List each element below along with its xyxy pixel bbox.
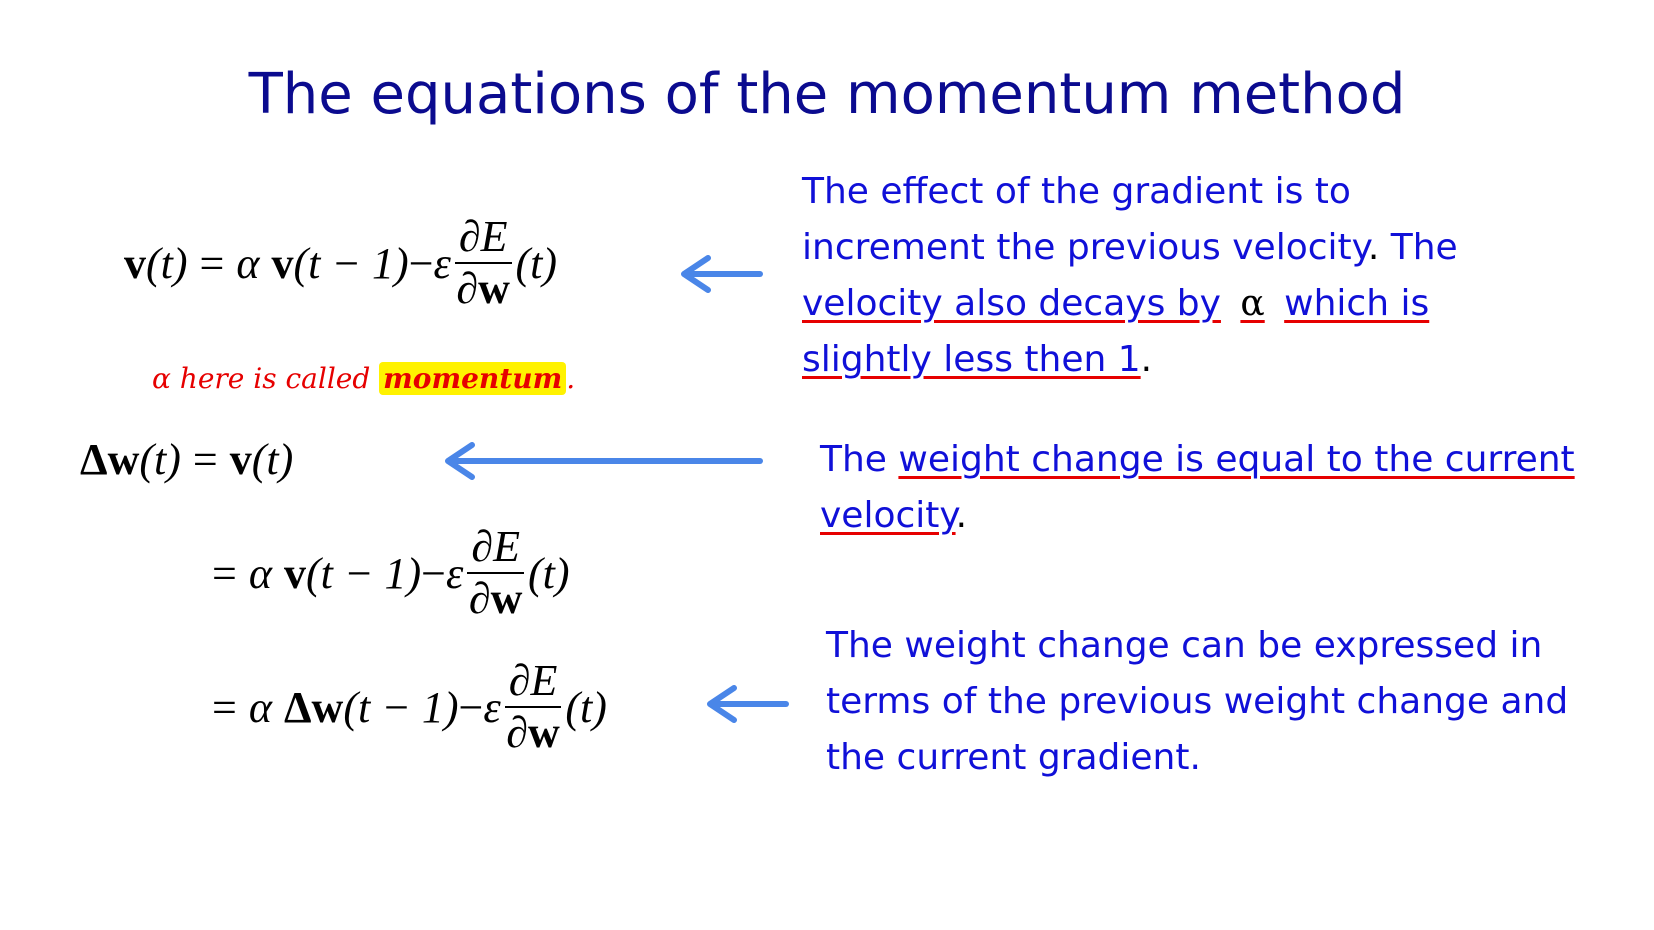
- time-arg: (t): [146, 238, 188, 288]
- delta-symbol: Δ: [283, 682, 312, 732]
- weight-change-text: The weight change is equal to the current velocity.: [820, 439, 1575, 536]
- equals-sign: =: [212, 682, 237, 732]
- gradient-fraction: [505, 656, 562, 758]
- prev-time-arg: (t − 1): [293, 238, 409, 288]
- alpha-symbol: α: [248, 682, 272, 732]
- epsilon-symbol: ε: [433, 238, 451, 288]
- v-symbol: v: [229, 435, 252, 484]
- time-arg: (t): [139, 435, 181, 484]
- w-symbol: w: [311, 682, 344, 732]
- gradient-effect-text: The effect of the gradient is to increment the previous velocity. The velocity also decays by α which is slightly less then 1.: [802, 171, 1458, 380]
- momentum-note: α here is called momentum .: [152, 362, 576, 395]
- equals-sign: =: [192, 435, 218, 484]
- time-arg: (t): [527, 548, 570, 598]
- page-title: The equations of the momentum method: [248, 62, 1406, 127]
- expanded-equation: [212, 522, 570, 624]
- equals-sign: =: [199, 238, 225, 288]
- alpha-symbol: α: [248, 548, 272, 598]
- time-arg: (t): [515, 238, 558, 288]
- fraction-denominator: ∂w: [506, 708, 560, 757]
- recursive-equation: [212, 656, 607, 758]
- time-arg: (t): [565, 682, 607, 732]
- fraction-numerator: ∂E: [505, 656, 562, 708]
- alpha-symbol: α: [236, 238, 260, 288]
- prev-time-arg: (t − 1): [305, 548, 422, 598]
- arrow-left-icon: [440, 441, 766, 481]
- v-symbol: v: [271, 238, 294, 288]
- fraction-denominator: ∂w: [468, 574, 523, 623]
- delta-symbol: Δ: [80, 435, 108, 484]
- time-arg: (t): [251, 435, 294, 484]
- minus-sign: −: [458, 682, 484, 732]
- arrow-left-icon: [676, 254, 766, 294]
- minus-sign: −: [408, 238, 434, 288]
- arrow-left-icon: [702, 684, 792, 724]
- v-symbol: v: [283, 548, 306, 598]
- alpha-symbol: α: [1240, 283, 1265, 324]
- prev-time-arg: (t − 1): [343, 682, 459, 732]
- fraction-numerator: ∂E: [455, 212, 512, 264]
- w-symbol: w: [107, 435, 140, 484]
- weight-change-equation: [80, 434, 293, 485]
- velocity-equation: [124, 212, 557, 314]
- momentum-highlight: momentum: [379, 362, 566, 395]
- gradient-fraction: [455, 212, 512, 314]
- equals-sign: =: [212, 548, 237, 598]
- fraction-denominator: ∂w: [456, 264, 510, 313]
- epsilon-symbol: ε: [483, 682, 501, 732]
- v-symbol: v: [124, 238, 146, 288]
- expressed-text: The weight change can be expressed in terms of the previous weight change and the current gradient.: [826, 625, 1569, 778]
- minus-sign: −: [421, 548, 446, 598]
- fraction-numerator: ∂E: [467, 522, 524, 574]
- epsilon-symbol: ε: [446, 548, 464, 598]
- gradient-fraction: [467, 522, 524, 624]
